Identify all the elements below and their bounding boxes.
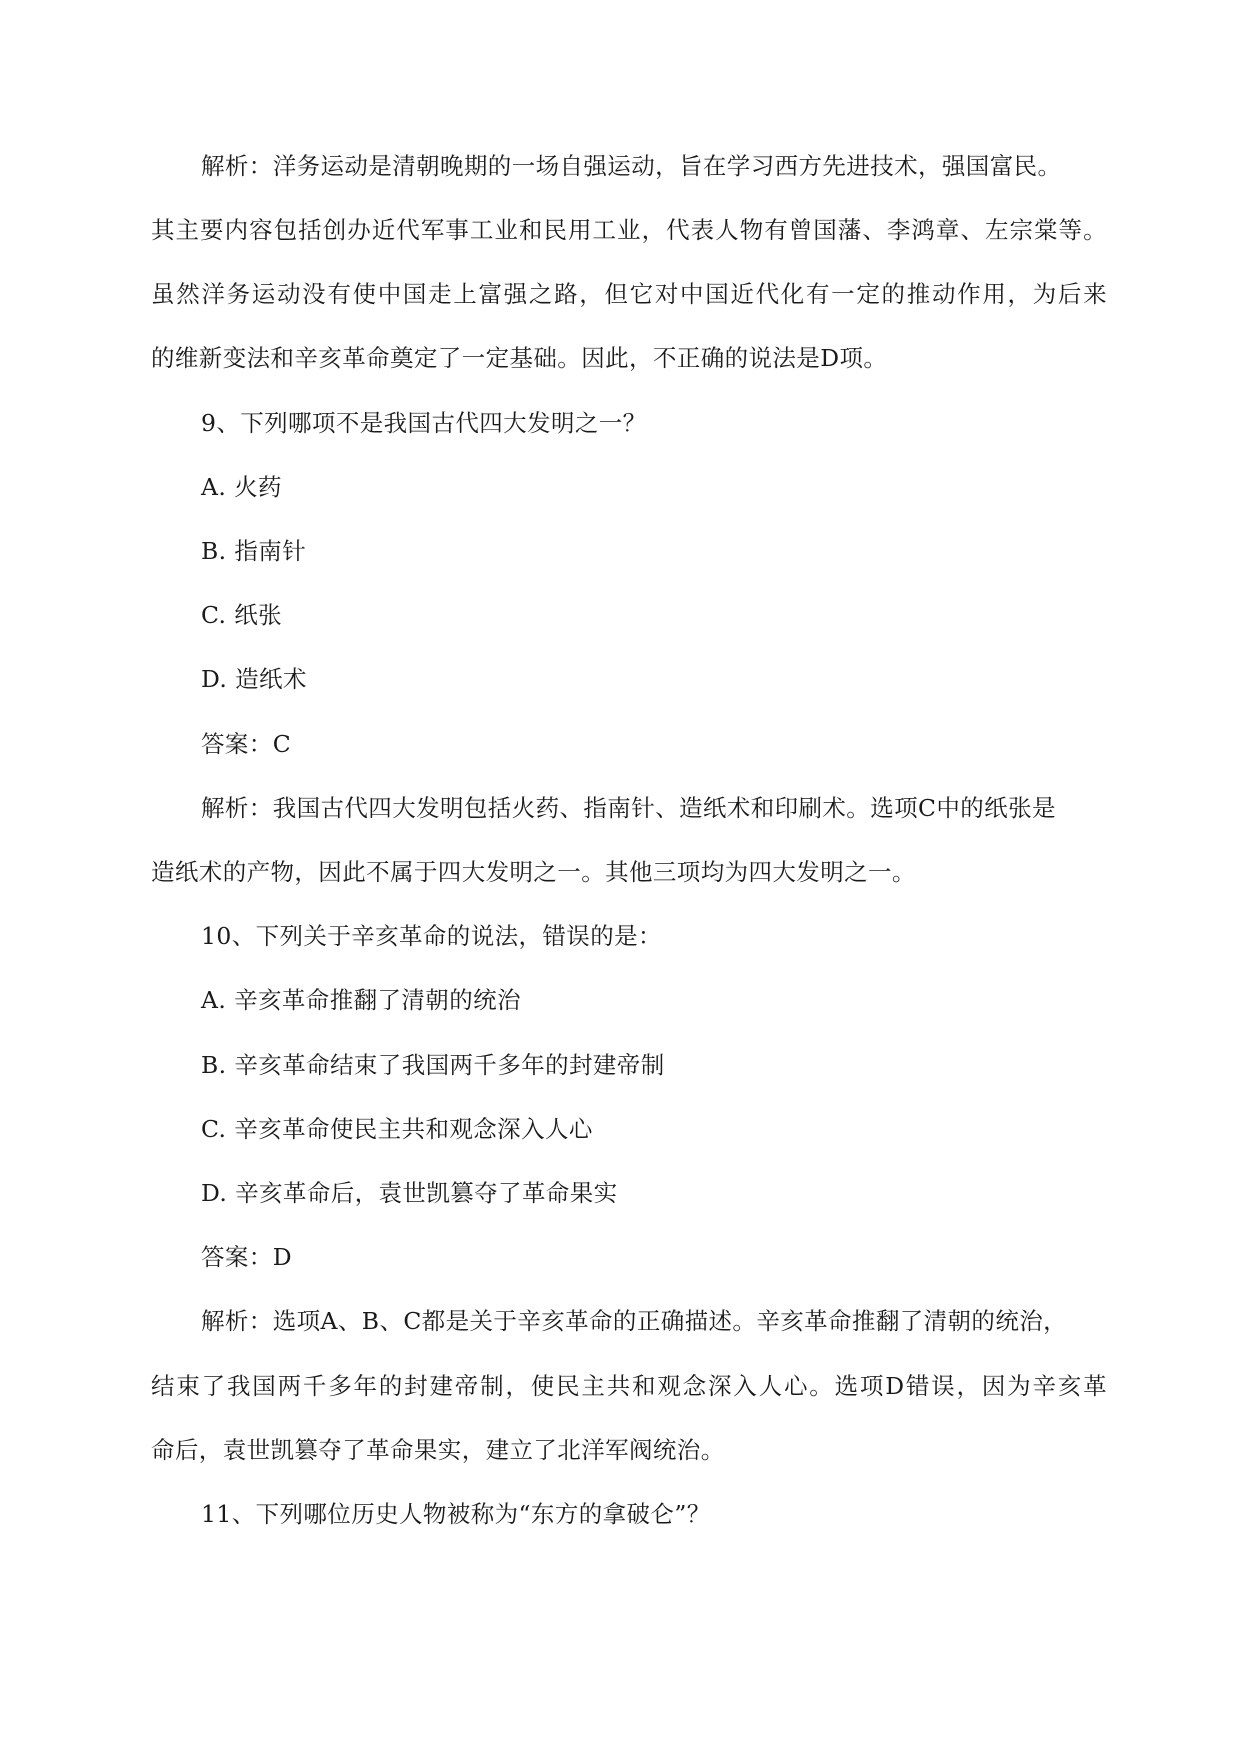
q9-option-d: D. 造纸术 <box>201 665 307 693</box>
q8-analysis-line-4: 的维新变法和辛亥革命奠定了一定基础。因此，不正确的说法是D项。 <box>151 344 888 372</box>
q9-question: 9、下列哪项不是我国古代四大发明之一？ <box>201 409 647 437</box>
q9-analysis-line-1: 解析：我国古代四大发明包括火药、指南针、造纸术和印刷术。选项C中的纸张是 <box>201 794 1056 822</box>
q8-analysis-line-2: 其主要内容包括创办近代军事工业和民用工业，代表人物有曾国藩、李鸿章、左宗棠等。 <box>151 216 1107 244</box>
q9-analysis-line-2: 造纸术的产物，因此不属于四大发明之一。其他三项均为四大发明之一。 <box>151 858 916 886</box>
q10-answer: 答案：D <box>201 1243 292 1271</box>
q10-option-a: A. 辛亥革命推翻了清朝的统治 <box>201 986 521 1014</box>
q9-option-a: A. 火药 <box>201 473 282 501</box>
q10-option-b: B. 辛亥革命结束了我国两千多年的封建帝制 <box>201 1051 665 1079</box>
q8-analysis-line-1: 解析：洋务运动是清朝晚期的一场自强运动，旨在学习西方先进技术，强国富民。 <box>201 152 1062 180</box>
q9-answer: 答案：C <box>201 730 292 758</box>
q10-option-c: C. 辛亥革命使民主共和观念深入人心 <box>201 1115 593 1143</box>
q8-analysis-line-3: 虽然洋务运动没有使中国走上富强之路，但它对中国近代化有一定的推动作用，为后来 <box>151 280 1107 308</box>
q10-analysis-line-1: 解析：选项A、B、C都是关于辛亥革命的正确描述。辛亥革命推翻了清朝的统治， <box>201 1307 1068 1335</box>
q11-question: 11、下列哪位历史人物被称为“东方的拿破仑”？ <box>201 1500 711 1528</box>
q10-question: 10、下列关于辛亥革命的说法，错误的是： <box>201 922 662 950</box>
q10-analysis-line-3: 命后，袁世凯篡夺了革命果实，建立了北洋军阀统治。 <box>151 1436 725 1464</box>
q10-option-d: D. 辛亥革命后，袁世凯篡夺了革命果实 <box>201 1179 618 1207</box>
q10-analysis-line-2: 结束了我国两千多年的封建帝制，使民主共和观念深入人心。选项D错误，因为辛亥革 <box>151 1372 1107 1400</box>
q9-option-b: B. 指南针 <box>201 537 307 565</box>
q9-option-c: C. 纸张 <box>201 601 283 629</box>
